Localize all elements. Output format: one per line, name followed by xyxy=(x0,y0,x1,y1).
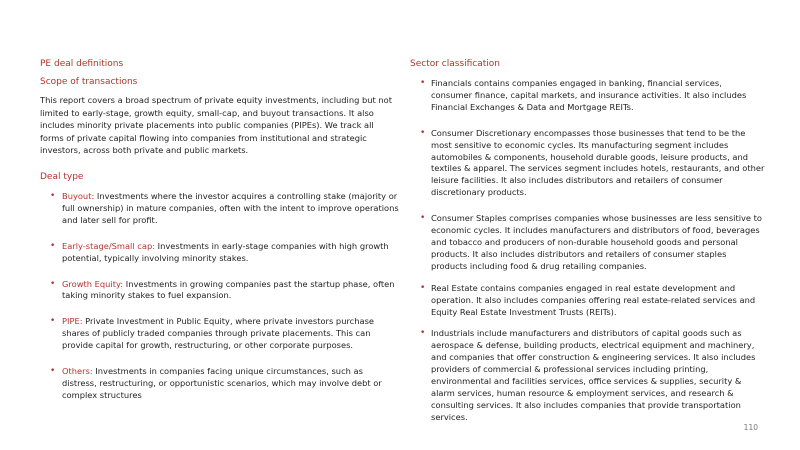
deal-type-item xyxy=(40,316,400,352)
deal-type-description: Private Investment in Public Equity, where private investors purchase shares of publicly traded companies through private placements. This can provide capital for growth, restructuring, or other corporate purposes. xyxy=(62,316,375,351)
sector-description: Real Estate contains companies engaged in real estate development and operation. It also includes companies offering real estate-related services and Equity Real Estate Investment Trusts (REITs). xyxy=(431,282,756,317)
bullet-icon: • xyxy=(420,78,426,88)
sector-list xyxy=(410,78,765,424)
sector-classification-column xyxy=(410,58,765,434)
deal-type-item xyxy=(40,241,400,265)
bullet-icon: • xyxy=(50,366,56,377)
sector-description: Financials contains companies engaged in banking, financial services, consumer finance, capital markets, and insurance activities. It also includes Financial Exchanges & Data and Mortgage REITs. xyxy=(431,78,747,112)
deal-type-list xyxy=(40,191,400,402)
sector-item-consumer-staples xyxy=(410,213,765,273)
bullet-icon: • xyxy=(50,278,56,289)
sector-description: Consumer Staples comprises companies whose businesses are less sensitive to economic cycles. It includes manufacturers and distributors of food, beverages and tobacco and producers of non-durable household goods and personal products. It also includes distributors and retailers of consumer staples products including food & drug retailing companies. xyxy=(431,213,762,271)
sector-item-financials xyxy=(410,78,765,114)
bullet-icon: • xyxy=(420,282,426,293)
bullet-icon: • xyxy=(420,328,426,339)
deal-type-term: Buyout: xyxy=(62,190,95,201)
scope-heading: Scope of transactions xyxy=(40,77,138,87)
deal-type-description: Investments where the investor acquires a controlling stake (majority or full ownership) in mature companies, often with the intent to improve operations and later sell for profit. xyxy=(62,190,399,225)
deal-definitions-title: PE deal definitions xyxy=(40,59,124,69)
sector-item-consumer-discretionary xyxy=(410,128,765,199)
deal-type-description: Investments in companies facing unique circumstances, such as distress, restructuring, or opportunistic scenarios, which may involve debt or complex structures xyxy=(62,366,382,400)
deal-type-term: Growth Equity: xyxy=(62,278,124,289)
page-number: 110 xyxy=(743,423,758,432)
bullet-icon: • xyxy=(420,213,426,224)
bullet-icon: • xyxy=(50,190,56,201)
sector-item-real-estate xyxy=(410,283,765,319)
bullet-icon: • xyxy=(50,240,56,251)
scope-paragraph: This report covers a broad spectrum of private equity investments, including but not limited to early-stage, growth equity, small-cap, and buyout transactions. It also includes minority private placements into public companies (PIPEs). We track all forms of private capital flowing into companies from institutional and strategic investors, across both private and public markets. xyxy=(40,95,392,156)
sector-classification-title: Sector classification xyxy=(410,59,501,69)
deal-type-item xyxy=(40,366,400,402)
bullet-icon: • xyxy=(420,127,426,138)
deal-type-term: Early-stage/Small cap: xyxy=(62,240,156,251)
sector-description: Consumer Discretionary encompasses those businesses that tend to be the most sensitive to economic cycles. Its manufacturing segment includes automobiles & components, household durable goods, leisure products, and textiles & apparel. The services segment includes hotels, restaurants, and other leisure facilities. It also includes distributors and retailers of consumer discretionary products. xyxy=(431,127,765,198)
deal-type-term: Others: xyxy=(62,366,93,377)
sector-item-industrials xyxy=(410,328,765,423)
deal-type-item xyxy=(40,279,400,303)
bullet-icon: • xyxy=(50,316,56,327)
deal-type-description: Investments in early-stage companies with high growth potential, typically involving minority stakes. xyxy=(62,240,389,263)
deal-type-term: PIPE: xyxy=(62,316,83,327)
deal-definitions-column xyxy=(40,58,400,416)
deal-type-description: Investments in growing companies past the startup phase, often taking minority stakes to fuel expansion. xyxy=(62,278,395,301)
deal-type-heading: Deal type xyxy=(40,171,84,182)
sector-description: Industrials include manufacturers and distributors of capital goods such as aerospace & defense, building products, electrical equipment and machinery, and companies that offer construction & engineering services. It also includes providers of commercial & professional services including printing, environmental and facilities services, office services & supplies, security & alarm services, human resource & employment services, and research & consulting services. It also includes companies that provide transportation services. xyxy=(431,328,756,422)
deal-type-item xyxy=(40,191,400,227)
